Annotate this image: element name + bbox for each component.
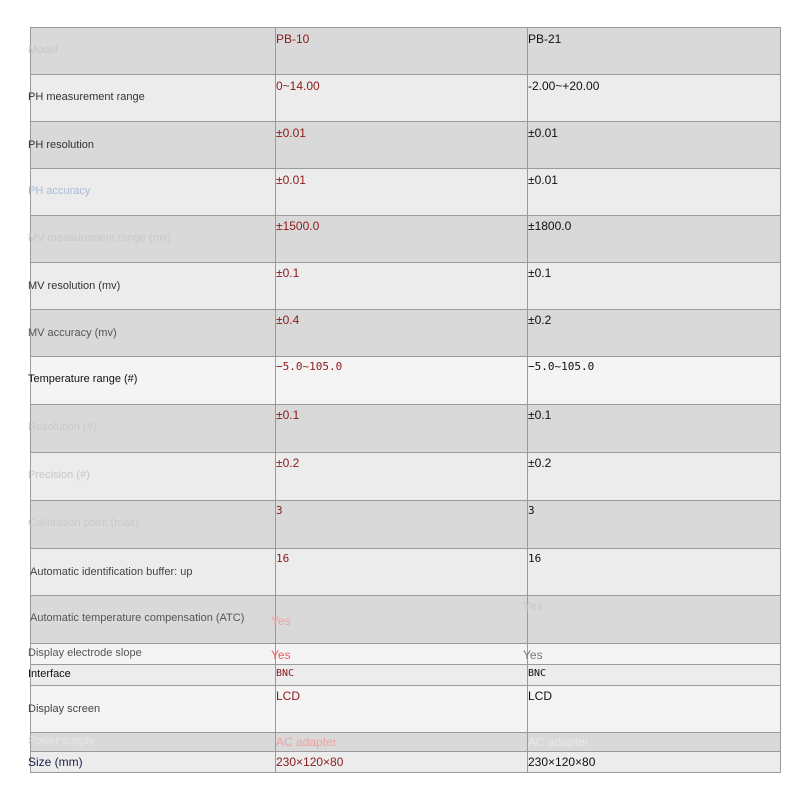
pb21-calibration-point: 3 (528, 504, 535, 517)
pb10-ph-resolution: ±0.01 (276, 126, 306, 140)
pb21-interface: BNC (528, 668, 547, 679)
row-label-power-supply: Power supply (28, 735, 95, 747)
table-row (31, 405, 781, 453)
pb21-ph-range: -2.00~+20.00 (528, 79, 600, 93)
pb10-size: 230×120×80 (276, 755, 344, 769)
row-label-mv-range: MV measurement range (mv) (28, 232, 172, 244)
pb10-buffer: 16 (276, 552, 290, 565)
table-row (31, 501, 781, 549)
pb10-atc: Yes (271, 614, 291, 628)
table-row (31, 28, 781, 75)
table-row (31, 596, 781, 644)
pb21-precision: ±0.2 (528, 456, 552, 470)
pb10-calibration-point: 3 (276, 504, 283, 517)
table-row (31, 733, 781, 752)
row-label-temperature-range: Temperature range (#) (28, 373, 138, 385)
table-row (31, 357, 781, 405)
table-row (31, 752, 781, 773)
pb10-interface: BNC (276, 668, 295, 679)
row-label-atc: Automatic temperature compensation (ATC) (30, 612, 245, 624)
table-row (31, 75, 781, 122)
pb10-precision: ±0.2 (276, 456, 300, 470)
table-row (31, 453, 781, 501)
row-label-mv-resolution: MV resolution (mv) (28, 280, 121, 292)
pb10-power-supply: AC adapter (276, 735, 337, 749)
pb10-display-screen: LCD (276, 689, 301, 703)
row-label-size: Size (mm) (28, 755, 83, 769)
pb21-electrode-slope: Yes (523, 648, 543, 662)
pb21-ph-resolution: ±0.01 (528, 126, 558, 140)
pb21-atc: Yes (523, 599, 543, 613)
pb10-mv-accuracy: ±0.4 (276, 313, 300, 327)
pb21-power-supply: AC adapter (528, 735, 589, 749)
pb21-ph-accuracy: ±0.01 (528, 173, 558, 187)
pb21-mv-range: ±1800.0 (528, 219, 572, 233)
row-label-ph-accuracy: PH accuracy (28, 185, 91, 197)
table-row (31, 549, 781, 596)
table-row (31, 686, 781, 733)
pb21-mv-resolution: ±0.1 (528, 266, 552, 280)
pb10-temperature-range: −5.0~105.0 (276, 360, 343, 373)
pb10-mv-range: ±1500.0 (276, 219, 320, 233)
row-label-buffer: Automatic identification buffer: up (30, 566, 193, 578)
table-row (31, 169, 781, 216)
row-label-calibration-point: Calibration point (max) (28, 517, 139, 529)
row-label-model: Model (28, 44, 58, 56)
spec-table (30, 27, 781, 773)
pb10-mv-resolution: ±0.1 (276, 266, 300, 280)
pb21-size: 230×120×80 (528, 755, 596, 769)
table-row (31, 644, 781, 665)
row-label-precision: Precision (#) (28, 469, 90, 481)
row-label-electrode-slope: Display electrode slope (28, 647, 142, 659)
row-label-ph-range: PH measurement range (28, 91, 145, 103)
pb21-buffer: 16 (528, 552, 542, 565)
pb21-resolution: ±0.1 (528, 408, 552, 422)
pb21-display-screen: LCD (528, 689, 553, 703)
pb21-model: PB-21 (528, 32, 562, 46)
table-row (31, 263, 781, 310)
row-label-display-screen: Display screen (28, 703, 101, 715)
pb10-ph-accuracy: ±0.01 (276, 173, 306, 187)
table-row (31, 665, 781, 686)
row-label-interface: Interface (28, 668, 71, 680)
row-label-mv-accuracy: MV accuracy (mv) (28, 327, 117, 339)
pb10-resolution: ±0.1 (276, 408, 300, 422)
table-row (31, 122, 781, 169)
row-label-ph-resolution: PH resolution (28, 139, 95, 151)
pb21-mv-accuracy: ±0.2 (528, 313, 552, 327)
table-row (31, 216, 781, 263)
pb10-model: PB-10 (276, 32, 310, 46)
pb21-temperature-range: −5.0~105.0 (528, 360, 595, 373)
pb10-electrode-slope: Yes (271, 648, 291, 662)
table-row (31, 310, 781, 357)
pb10-ph-range: 0~14.00 (276, 79, 320, 93)
row-label-resolution: Resolution (#) (28, 421, 97, 433)
